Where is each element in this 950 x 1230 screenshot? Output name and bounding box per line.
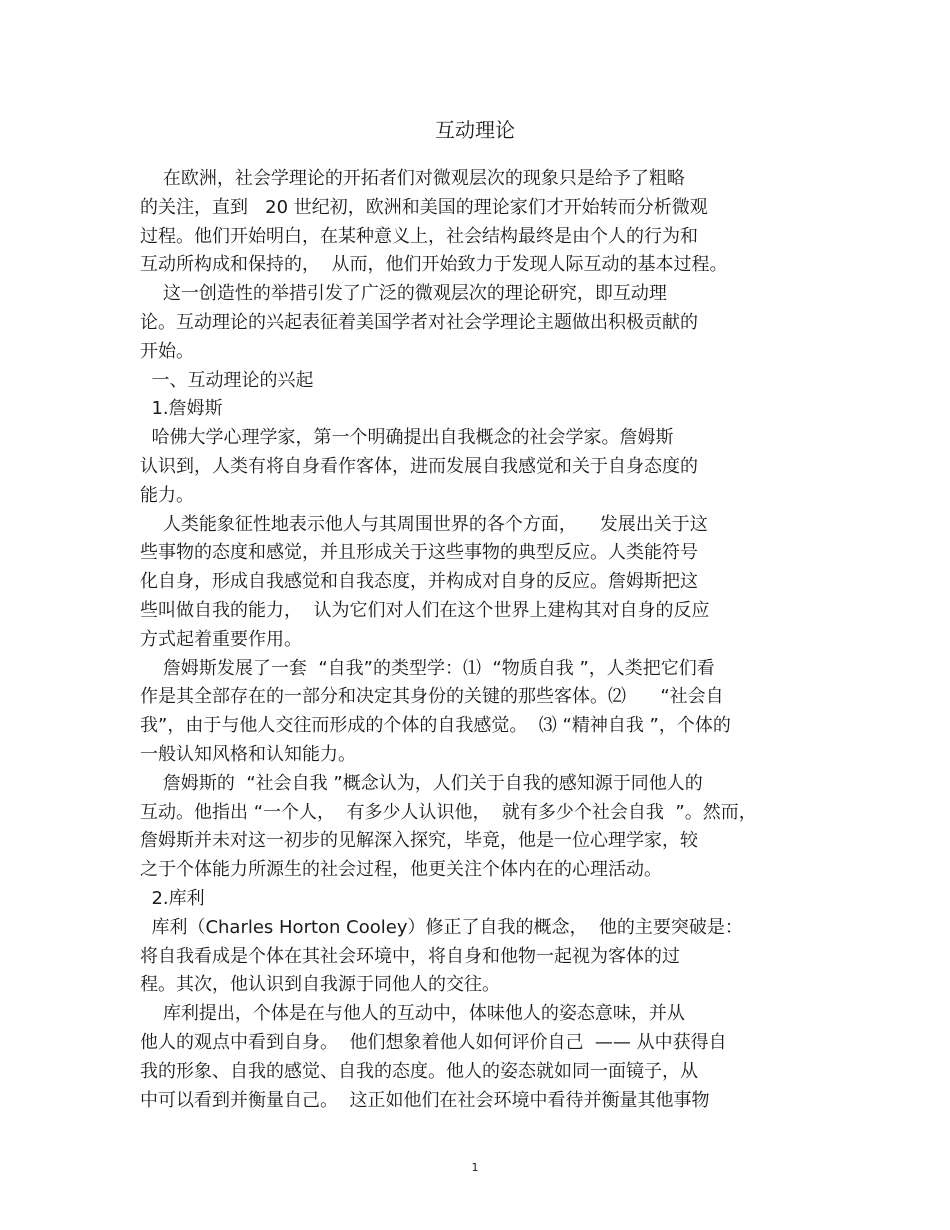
text-line: 过程。他们开始明白，在某种意义上，社会结构最终是由个人的行为和 (140, 225, 698, 247)
text-line: 我”，由于与他人交往而形成的个体的自我感觉。 ⑶ “精神自我 ”，个体的 (140, 715, 731, 737)
text-line: 一、互动理论的兴起 (140, 369, 314, 391)
text-line: 詹姆斯并未对这一初步的见解深入探究，毕竟，他是一位心理学家，较 (140, 830, 698, 852)
text-line: 作是其全部存在的一部分和决定其身份的关键的那些客体。⑵ “社会自 (140, 686, 724, 708)
text-line: 些叫做自我的能力， 认为它们对人们在这个世界上建构其对自身的反应 (140, 599, 710, 621)
text-line: 互动。他指出 “一个人， 有多少人认识他， 就有多少个社会自我 ”。然而， (140, 801, 757, 823)
text-line: 哈佛大学心理学家，第一个明确提出自我概念的社会学家。詹姆斯 (140, 427, 674, 449)
text-line: 一般认知风格和认知能力。 (140, 743, 356, 765)
text-line: 库利提出，个体是在与他人的互动中，体味他人的姿态意味，并从 (140, 1003, 685, 1025)
text-line: 他人的观点中看到自身。 他们想象着他人如何评价自己 —— 从中获得自 (140, 1031, 727, 1053)
text-line: 能力。 (140, 484, 194, 506)
text-line: 库利（Charles Horton Cooley）修正了自我的概念， 他的主要突破是： (140, 916, 743, 938)
text-line: 詹姆斯发展了一套 “自我”的类型学：⑴ “物质自我 ”，人类把它们看 (140, 657, 715, 679)
text-line: 这一创造性的举措引发了广泛的微观层次的理论研究，即互动理 (140, 283, 667, 305)
text-line: 2.库利 (140, 887, 205, 909)
text-line: 程。其次，他认识到自我源于同他人的交往。 (140, 974, 500, 996)
text-line: 中可以看到并衡量自己。 这正如他们在社会环境中看待并衡量其他事物 (140, 1089, 710, 1111)
text-line: 我的形象、自我的感觉、自我的态度。他人的姿态就如同一面镜子，从 (140, 1060, 698, 1082)
text-line: 的关注，直到 20 世纪初，欧洲和美国的理论家们才开始转而分析微观 (140, 196, 708, 218)
document-body (140, 165, 820, 1115)
text-line: 开始。 (140, 340, 194, 362)
text-line: 化自身，形成自我感觉和自我态度，并构成对自身的反应。詹姆斯把这 (140, 571, 698, 593)
text-line: 詹姆斯的 “社会自我 ”概念认为，人们关于自我的感知源于同他人的 (140, 772, 703, 794)
text-line: 互动所构成和保持的， 从而，他们开始致力于发现人际互动的基本过程。 (140, 254, 728, 276)
text-line: 人类能象征性地表示他人与其周围世界的各个方面， 发展出关于这 (140, 513, 708, 535)
text-line: 方式起着重要作用。 (140, 628, 302, 650)
text-line: 之于个体能力所源生的社会过程，他更关注个体内在的心理活动。 (140, 859, 662, 881)
text-line: 些事物的态度和感觉，并且形成关于这些事物的典型反应。人类能符号 (140, 542, 698, 564)
text-line: 论。互动理论的兴起表征着美国学者对社会学理论主题做出积极贡献的 (140, 311, 698, 333)
document-title: 互动理论 (435, 118, 515, 142)
page-number: 1 (471, 1161, 479, 1174)
text-line: 认识到，人类有将自身看作客体，进而发展自我感觉和关于自身态度的 (140, 455, 698, 477)
text-line: 1.詹姆斯 (140, 398, 223, 420)
text-line: 在欧洲，社会学理论的开拓者们对微观层次的现象只是给予了粗略 (140, 168, 685, 189)
text-line: 将自我看成是个体在其社会环境中，将自身和他物一起视为客体的过 (140, 945, 680, 967)
